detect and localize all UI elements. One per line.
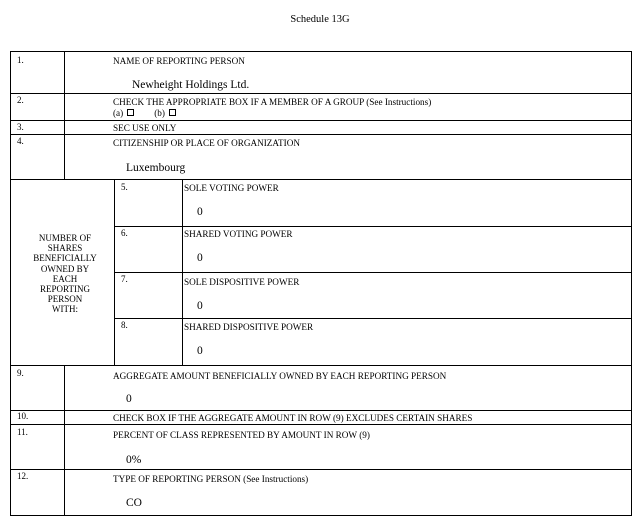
row-divider: [11, 179, 631, 180]
side-label-line: WITH:: [52, 304, 78, 315]
page-title: Schedule 13G: [290, 14, 350, 25]
shares-side-label: [15, 233, 115, 315]
row-divider: [11, 469, 631, 470]
option-b-label: (b): [154, 108, 165, 118]
row-number: 8.: [121, 320, 128, 330]
side-label-line: OWNED BY: [40, 263, 90, 274]
row-divider: [11, 93, 631, 94]
row-number: 1.: [17, 55, 24, 65]
column-divider: [64, 365, 65, 469]
side-label-line: EACH: [52, 273, 78, 284]
row-number: 7.: [121, 274, 128, 284]
row-number: 11.: [17, 427, 28, 437]
option-a-label: (a): [113, 108, 124, 118]
row-divider: [11, 365, 631, 366]
row-label: AGGREGATE AMOUNT BENEFICIALLY OWNED BY EACH REPORTING PERSON: [113, 371, 447, 381]
row-divider: [114, 318, 631, 319]
row-label: CHECK BOX IF THE AGGREGATE AMOUNT IN ROW (9) EXCLUDES CERTAIN SHARES: [113, 413, 473, 423]
side-label-line: PERSON: [47, 294, 83, 305]
aggregate-amount-value: 0: [126, 393, 132, 405]
row-divider: [114, 272, 631, 273]
reporting-person-name: Newheight Holdings Ltd.: [132, 79, 250, 91]
side-label-line: SHARES: [47, 243, 83, 254]
side-label-line: BENEFICIALLY: [33, 253, 97, 264]
row-divider: [11, 120, 631, 121]
shared-voting-power-value: 0: [197, 252, 203, 264]
row-number: 4.: [17, 136, 24, 146]
citizenship-value: Luxembourg: [126, 162, 186, 174]
column-divider: [64, 52, 65, 179]
row-divider: [114, 226, 631, 227]
row-number: 10.: [17, 411, 29, 421]
row-label: SHARED VOTING POWER: [184, 229, 293, 239]
row-divider: [11, 410, 631, 411]
row-label: CITIZENSHIP OR PLACE OF ORGANIZATION: [113, 138, 300, 148]
row-label: SEC USE ONLY: [113, 123, 177, 133]
row-number: 6.: [121, 228, 128, 238]
row-label: TYPE OF REPORTING PERSON (See Instructions): [113, 474, 309, 484]
row-label: NAME OF REPORTING PERSON: [113, 56, 245, 66]
row-number: 3.: [17, 122, 24, 132]
side-label-line: NUMBER OF: [38, 233, 92, 243]
sole-voting-power-value: 0: [197, 206, 203, 218]
checkbox-a[interactable]: [127, 109, 134, 116]
column-divider: [64, 469, 65, 515]
row-number: 2.: [17, 95, 24, 105]
percent-of-class-value: 0%: [126, 454, 142, 466]
row-number: 9.: [17, 368, 24, 378]
row-label: SOLE VOTING POWER: [184, 183, 279, 193]
row-divider: [11, 134, 631, 135]
row-label: SHARED DISPOSITIVE POWER: [184, 322, 314, 332]
checkbox-b[interactable]: [169, 109, 176, 116]
shared-dispositive-power-value: 0: [197, 345, 203, 357]
cover-page-table: [10, 51, 632, 516]
reporting-person-type-value: CO: [126, 497, 142, 509]
row-number: 5.: [121, 182, 128, 192]
side-label-line: REPORTING: [40, 284, 90, 295]
row-label: CHECK THE APPROPRIATE BOX IF A MEMBER OF A GROUP (See Instructions): [113, 97, 432, 107]
row-label: PERCENT OF CLASS REPRESENTED BY AMOUNT IN ROW (9): [113, 430, 370, 440]
group-checkboxes: [113, 109, 176, 118]
row-divider: [11, 424, 631, 425]
row-number: 12.: [17, 471, 29, 481]
row-label: SOLE DISPOSITIVE POWER: [184, 277, 300, 287]
sole-dispositive-power-value: 0: [197, 300, 203, 312]
column-divider: [182, 179, 183, 365]
